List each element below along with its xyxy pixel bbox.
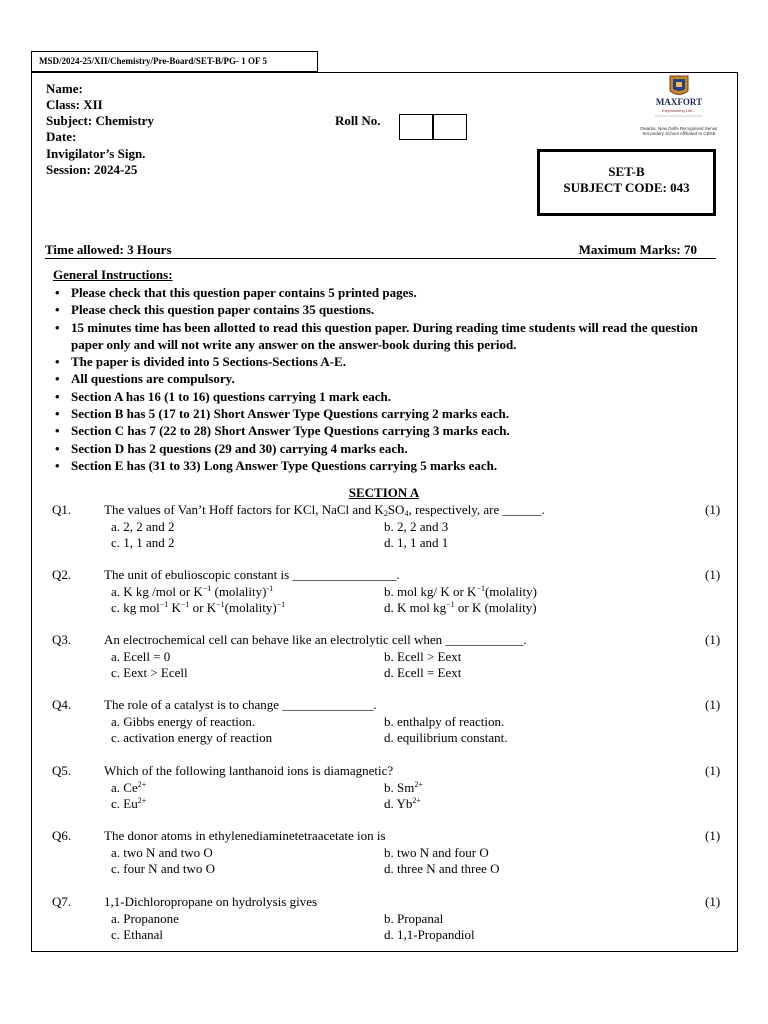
set-label: SET-B [608, 164, 645, 179]
question-text: The unit of ebulioscopic constant is ________________. [104, 567, 400, 582]
logo-subtext: Dwarka, New Delhi Recognised Senior Secondary School Affiliated to CBSE [640, 126, 718, 136]
question-text: 1,1-Dichloropropane on hydrolysis gives [104, 894, 318, 909]
option-d: d. 1,1-Propandiol [384, 927, 475, 942]
question-marks: (1) [705, 763, 721, 778]
roll-no-box-1[interactable] [399, 114, 433, 140]
instructions-list [53, 284, 723, 474]
question-text: The donor atoms in ethylenediaminetetraacetate ion is [104, 828, 386, 843]
session-label: Session: 2024-25 [46, 162, 138, 177]
question-number: Q1. [52, 502, 72, 517]
option-b: b. mol kg/ K or $K^{-1}(molality)$ [384, 584, 537, 599]
option-d: d. equilibrium constant. [384, 730, 508, 745]
option-b: b. 2, 2 and 3 [384, 519, 449, 534]
instruction-item: • Please check this question paper contains 35 questions. [53, 301, 723, 318]
instruction-item: • Section C has 7 (22 to 28) Short Answer Type Questions carrying 3 marks each. [53, 422, 723, 439]
logo-tagline: Empowering Life... [662, 108, 696, 113]
set-code-box [537, 149, 716, 216]
paper-code: MSD/2024-25/XII/Chemistry/Pre-Board/SET-B/PG- 1 OF 5 [31, 51, 318, 72]
question-number: Q7. [52, 894, 72, 909]
question-marks: (1) [705, 697, 721, 712]
option-b: b. $Sm^{2+}$ [384, 780, 423, 795]
question-marks: (1) [705, 502, 721, 517]
option-a: a. K kg /mol or $K^{-1}$ (molality)$^{-1}$ [111, 584, 274, 599]
roll-no-label: Roll No. [335, 113, 381, 128]
option-c: c. 1, 1 and 2 [111, 535, 175, 550]
question-text: An electrochemical cell can behave like an electrolytic cell when ____________. [104, 632, 527, 647]
option-b: b. enthalpy of reaction. [384, 714, 505, 729]
instruction-item: • Section B has 5 (17 to 21) Short Answer Type Questions carrying 2 marks each. [53, 405, 723, 422]
option-a: a. $Ce^{2+}$ [111, 780, 147, 795]
option-c: c. activation energy of reaction [111, 730, 273, 745]
instruction-item: • The paper is divided into 5 Sections-Sections A-E. [53, 353, 723, 370]
time-allowed: Time allowed: 3 Hours [45, 242, 172, 257]
option-d: d. three N and three O [384, 861, 500, 876]
option-c: c. Ethanal [111, 927, 163, 942]
option-c: c. $Eu^{2+}$ [111, 796, 147, 811]
option-a: a. Ecell = 0 [111, 649, 171, 664]
question-marks: (1) [705, 894, 721, 909]
instruction-item: • Section A has 16 (1 to 16) questions carrying 1 mark each. [53, 388, 723, 405]
name-label: Name: [46, 81, 83, 96]
option-d: d. 1, 1 and 1 [384, 535, 449, 550]
instructions-title: General Instructions: [53, 267, 173, 282]
question-marks: (1) [705, 828, 721, 843]
subject-code: SUBJECT CODE: 043 [563, 180, 690, 195]
option-a: a. 2, 2 and 2 [111, 519, 175, 534]
question-number: Q2. [52, 567, 72, 582]
question-number: Q5. [52, 763, 72, 778]
option-c: c. Eext > Ecell [111, 665, 188, 680]
question-marks: (1) [705, 567, 721, 582]
section-title: SECTION A [348, 485, 420, 500]
logo-name: MAXFORT [655, 97, 703, 107]
question-marks: (1) [705, 632, 721, 647]
subject-label: Subject: Chemistry [46, 113, 154, 128]
option-b: b. two N and four O [384, 845, 489, 860]
option-a: a. Gibbs energy of reaction. [111, 714, 256, 729]
question-text: Which of the following lanthanoid ions is diamagnetic? [104, 763, 394, 778]
option-a: a. two N and two O [111, 845, 213, 860]
question-number: Q4. [52, 697, 72, 712]
option-d: d. Ecell = Eext [384, 665, 462, 680]
instruction-item: • Please check that this question paper contains 5 printed pages. [53, 284, 723, 301]
option-d: d. $Yb^{2+}$ [384, 796, 421, 811]
option-c: c. kg mol$^{-1}$ $K^{-1}$ or $K^{-1}(molality)^{-1}$ [111, 600, 286, 615]
option-b: b. Propanal [384, 911, 444, 926]
option-c: c. four N and two O [111, 861, 215, 876]
class-label: Class: XII [46, 97, 103, 112]
maximum-marks: Maximum Marks: 70 [578, 242, 697, 257]
option-a: a. Propanone [111, 911, 179, 926]
instruction-item: • Section D has 2 questions (29 and 30) carrying 4 marks each. [53, 440, 723, 457]
roll-no-box-2[interactable] [433, 114, 467, 140]
instruction-item: • Section E has (31 to 33) Long Answer Type Questions carrying 5 marks each. [53, 457, 723, 474]
invigilator-sign-label: Invigilator’s Sign. [46, 146, 146, 161]
date-label: Date: [46, 129, 77, 144]
question-number: Q3. [52, 632, 72, 647]
option-b: b. Ecell > Eext [384, 649, 462, 664]
instruction-item: • All questions are compulsory. [53, 370, 723, 387]
question-text: The values of Van’t Hoff factors for KCl, NaCl and $K_2SO_4$, respectively, are ______. [104, 502, 545, 518]
option-d: d. K mol $kg^{-1}$ or K (molality) [384, 600, 537, 615]
question-number: Q6. [52, 828, 72, 843]
question-text: The role of a catalyst is to change ______________. [104, 697, 377, 712]
divider [45, 258, 716, 259]
instruction-item: • 15 minutes time has been allotted to read this question paper. During reading time students will read the question paper only and will not write any answer on the answer-book during this period. [53, 319, 723, 354]
